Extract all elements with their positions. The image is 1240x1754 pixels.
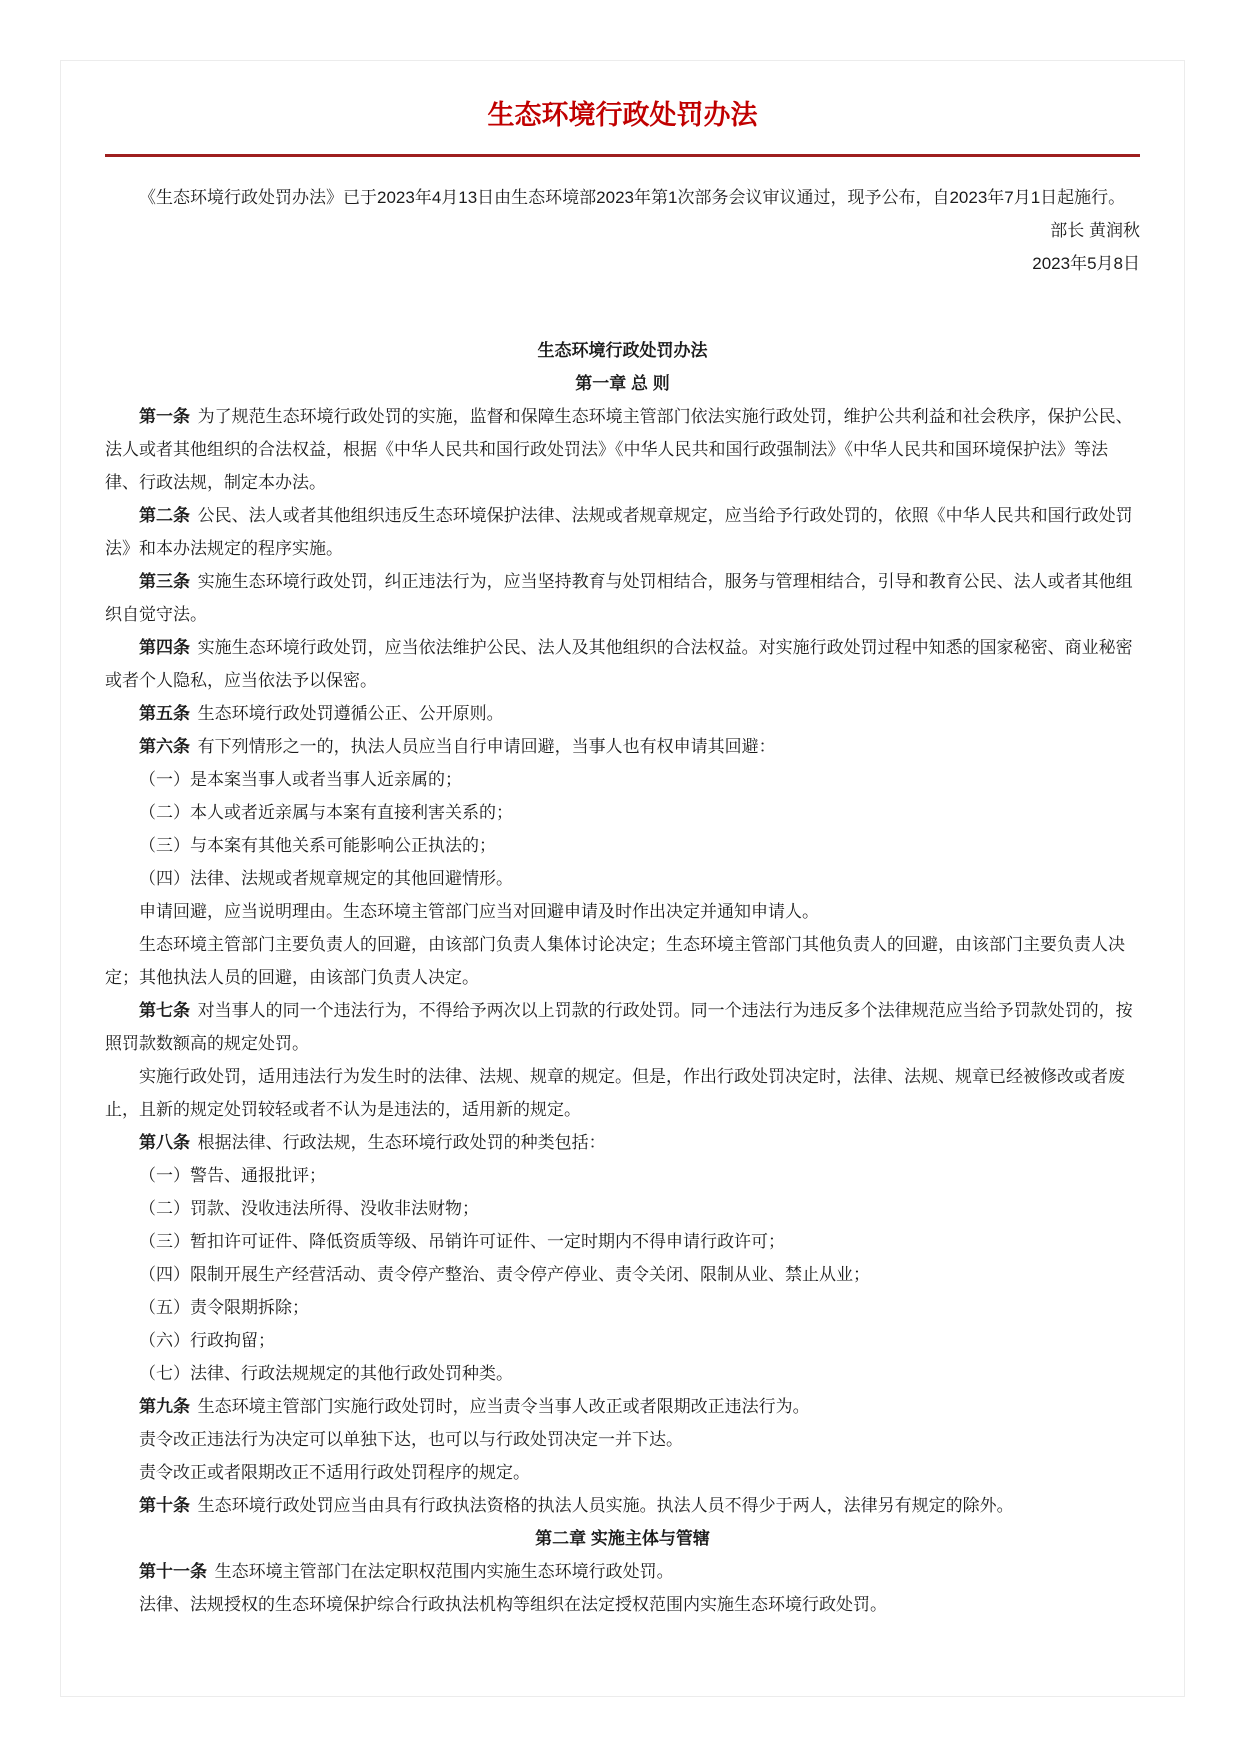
publish-date: 2023年5月8日 [1032, 254, 1140, 273]
list-item-paragraph: （四）限制开展生产经营活动、责令停产整治、责令停产停业、责令关闭、限制从业、禁止从业； [139, 1265, 870, 1284]
list-item-paragraph: （五）责令限期拆除； [139, 1298, 309, 1317]
page-title: 生态环境行政处罚办法 [487, 100, 758, 130]
list-item-paragraph: （三）与本案有其他关系可能影响公正执法的； [139, 836, 496, 855]
article-paragraph: 第十一条 生态环境主管部门在法定职权范围内实施生态环境行政处罚。 [139, 1562, 674, 1581]
article-number: 第六条 [139, 737, 190, 756]
preamble-section [105, 181, 1140, 280]
article-number: 第二条 [139, 506, 190, 525]
doc-body-title: 生态环境行政处罚办法 [537, 341, 708, 360]
article-number: 第七条 [139, 1001, 190, 1020]
body-paragraph: 申请回避，应当说明理由。生态环境主管部门应当对回避申请及时作出决定并通知申请人。 [139, 902, 819, 921]
body-paragraph: 责令改正或者限期改正不适用行政处罚程序的规定。 [139, 1463, 530, 1482]
document-page [60, 60, 1185, 1697]
list-item-paragraph: （六）行政拘留； [139, 1331, 275, 1350]
chapter-heading: 第二章 实施主体与管辖 [535, 1529, 710, 1548]
article-number: 第五条 [139, 704, 190, 723]
announcement-paragraph: 《生态环境行政处罚办法》已于2023年4月13日由生态环境部2023年第1次部务会议审议通过，现予公布，自2023年7月1日起施行。 [139, 188, 1126, 207]
chapter-heading: 第一章 总 则 [575, 374, 670, 393]
article-number: 第九条 [139, 1397, 190, 1416]
body-blocks [105, 367, 1140, 1621]
title-divider [105, 154, 1140, 157]
article-paragraph: 第九条 生态环境主管部门实施行政处罚时，应当责令当事人改正或者限期改正违法行为。 [139, 1397, 810, 1416]
minister-signature: 部长 黄润秋 [1050, 221, 1140, 240]
list-item-paragraph: （四）法律、法规或者规章规定的其他回避情形。 [139, 869, 513, 888]
article-paragraph: 第八条 根据法律、行政法规，生态环境行政处罚的种类包括： [139, 1133, 606, 1152]
article-paragraph: 第二条 公民、法人或者其他组织违反生态环境保护法律、法规或者规章规定，应当给予行政处罚的，依照《中华人民共和国行政处罚法》和本办法规定的程序实施。 [105, 506, 1133, 558]
body-paragraph: 责令改正违法行为决定可以单独下达，也可以与行政处罚决定一并下达。 [139, 1430, 683, 1449]
body-paragraph: 实施行政处罚，适用违法行为发生时的法律、法规、规章的规定。但是，作出行政处罚决定时，法律、法规、规章已经被修改或者废止，且新的规定处罚较轻或者不认为是违法的，适用新的规定。 [105, 1067, 1125, 1119]
list-item-paragraph: （二）本人或者近亲属与本案有直接利害关系的； [139, 803, 513, 822]
article-paragraph: 第三条 实施生态环境行政处罚，纠正违法行为，应当坚持教育与处罚相结合，服务与管理相结合，引导和教育公民、法人或者其他组织自觉守法。 [105, 572, 1133, 624]
article-paragraph: 第十条 生态环境行政处罚应当由具有行政执法资格的执法人员实施。执法人员不得少于两人，法律另有规定的除外。 [139, 1496, 1014, 1515]
article-number: 第四条 [139, 638, 190, 657]
article-paragraph: 第六条 有下列情形之一的，执法人员应当自行申请回避，当事人也有权申请其回避： [139, 737, 776, 756]
article-paragraph: 第一条 为了规范生态环境行政处罚的实施，监督和保障生态环境主管部门依法实施行政处罚，维护公共利益和社会秩序，保护公民、法人或者其他组织的合法权益，根据《中华人民共和国行政处罚法》《中华人民共和国行政强制法》《中华人民共和国环境保护法》等法律、行政法规，制定本办法。 [105, 407, 1133, 492]
list-item-paragraph: （七）法律、行政法规规定的其他行政处罚种类。 [139, 1364, 513, 1383]
article-number: 第十条 [139, 1496, 190, 1515]
article-number: 第八条 [139, 1133, 190, 1152]
article-number: 第十一条 [139, 1562, 207, 1581]
list-item-paragraph: （一）警告、通报批评； [139, 1166, 326, 1185]
list-item-paragraph: （三）暂扣许可证件、降低资质等级、吊销许可证件、一定时期内不得申请行政许可； [139, 1232, 785, 1251]
body-paragraph: 生态环境主管部门主要负责人的回避，由该部门负责人集体讨论决定；生态环境主管部门其他负责人的回避，由该部门主要负责人决定；其他执法人员的回避，由该部门负责人决定。 [105, 935, 1125, 987]
article-paragraph: 第五条 生态环境行政处罚遵循公正、公开原则。 [139, 704, 504, 723]
body-paragraph: 法律、法规授权的生态环境保护综合行政执法机构等组织在法定授权范围内实施生态环境行政处罚。 [139, 1595, 887, 1614]
list-item-paragraph: （二）罚款、没收违法所得、没收非法财物； [139, 1199, 479, 1218]
list-item-paragraph: （一）是本案当事人或者当事人近亲属的； [139, 770, 462, 789]
article-number: 第一条 [139, 407, 190, 426]
article-paragraph: 第四条 实施生态环境行政处罚，应当依法维护公民、法人及其他组织的合法权益。对实施行政处罚过程中知悉的国家秘密、商业秘密或者个人隐私，应当依法予以保密。 [105, 638, 1133, 690]
article-number: 第三条 [139, 572, 190, 591]
article-paragraph: 第七条 对当事人的同一个违法行为，不得给予两次以上罚款的行政处罚。同一个违法行为违反多个法律规范应当给予罚款处罚的，按照罚款数额高的规定处罚。 [105, 1001, 1133, 1053]
document-body [105, 334, 1140, 1621]
